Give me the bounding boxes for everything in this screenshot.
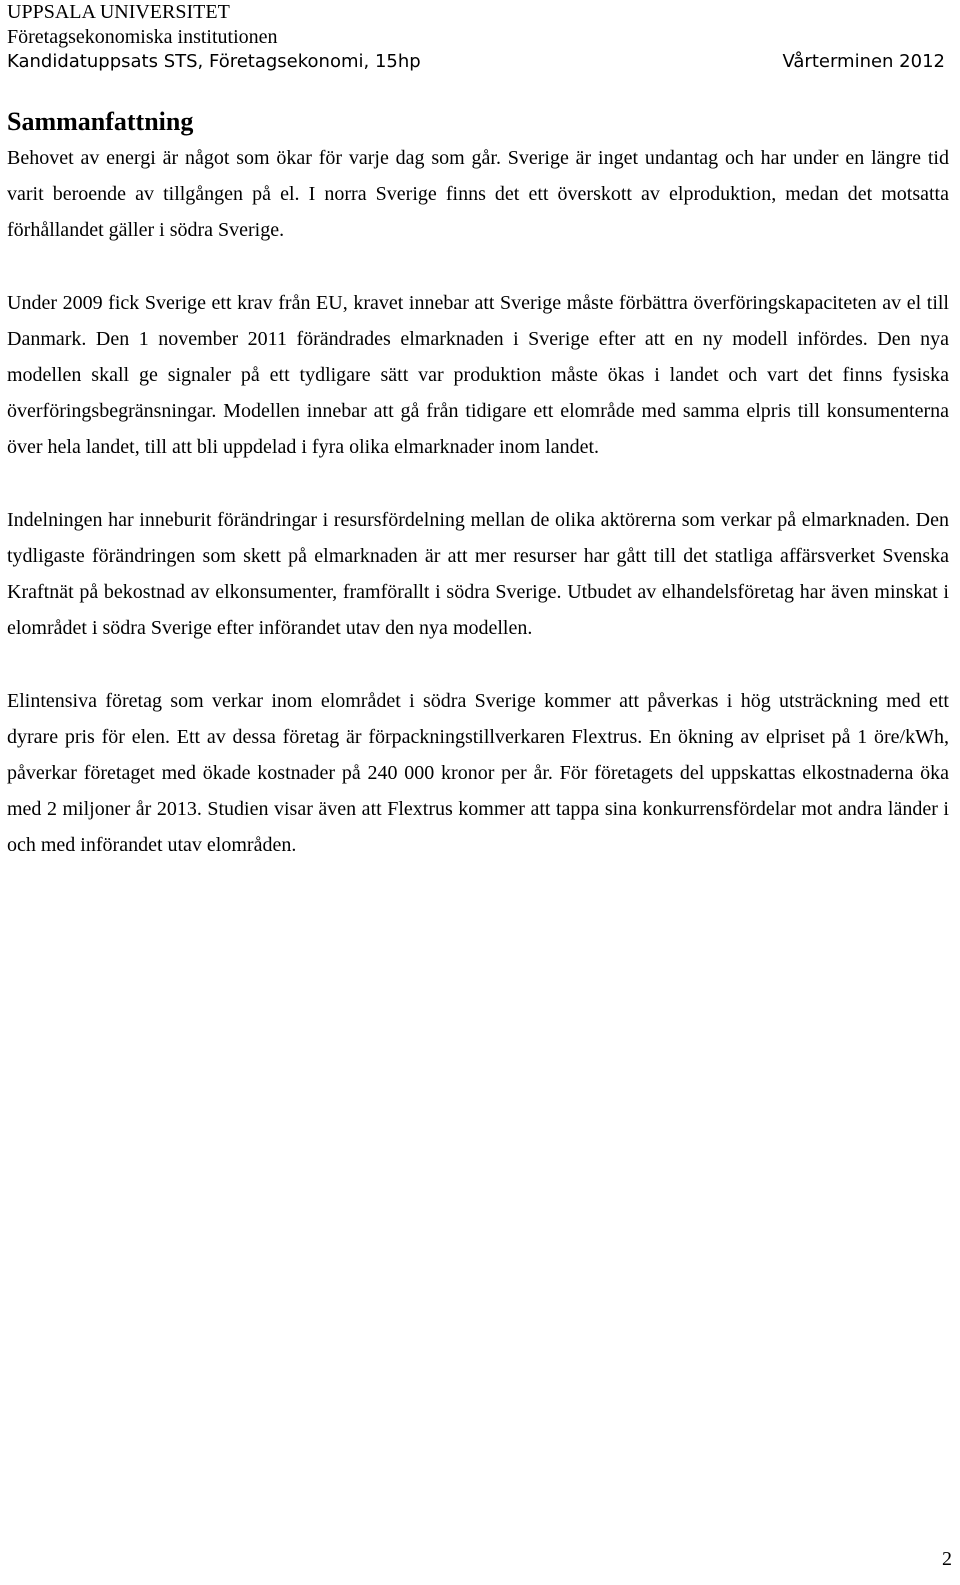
paragraph-1: Behovet av energi är något som ökar för varje dag som går. Sverige är inget undantag och har under en längre tid varit beroende av tillgången på el. I norra Sverige finns det ett överskott av elproduktion, medan det motsatta förhållandet gäller i södra Sverige. bbox=[7, 147, 949, 241]
term-label: Vårterminen 2012 bbox=[782, 51, 945, 72]
course-name: Kandidatuppsats STS, Företagsekonomi, 15hp bbox=[7, 51, 421, 72]
page-header bbox=[7, 0, 951, 75]
university-name: UPPSALA UNIVERSITET bbox=[7, 1, 230, 23]
section-title: Sammanfattning bbox=[7, 107, 194, 136]
paragraph-2: Under 2009 fick Sverige ett krav från EU, kravet innebar att Sverige måste förbättra överföringskapaciteten av el till Danmark. Den 1 november 2011 förändrades elmarknaden i Sverige efter att en ny modell infördes. Den nya modellen skall ge signaler på ett tydligare sätt var produktion måste ökas i landet och vart det finns fysiska överföringsbegränsningar. Modellen innebar att gå från tidigare ett elområde med samma elpris till konsumenterna över hela landet, till att bli uppdelad i fyra olika elmarknader inom landet. bbox=[7, 292, 949, 458]
page-number: 2 bbox=[942, 1548, 952, 1570]
department-name: Företagsekonomiska institutionen bbox=[7, 26, 278, 48]
summary-body bbox=[7, 140, 949, 863]
course-info-row bbox=[7, 49, 951, 75]
paragraph-3: Indelningen har inneburit förändringar i resursfördelning mellan de olika aktörerna som verkar på elmarknaden. Den tydligaste förändringen som skett på elmarknaden är att mer resurser har gått till det statliga affärsverket Svenska Kraftnät på bekostnad av elkonsumenter, framförallt i södra Sverige. Utbudet av elhandelsföretag har även minskat i elområdet i södra Sverige efter införandet utav den nya modellen. bbox=[7, 509, 949, 639]
paragraph-4: Elintensiva företag som verkar inom elområdet i södra Sverige kommer att påverkas i hög utsträckning med ett dyrare pris för elen. Ett av dessa företag är förpackningstillverkaren Flextrus. En ökning av elpriset på 1 öre/kWh, påverkar företaget med ökade kostnader på 240 000 kronor per år. För företagets del uppskattas elkostnaderna öka med 2 miljoner år 2013. Studien visar även att Flextrus kommer att tappa sina konkurrensfördelar mot andra länder i och med införandet utav elområden. bbox=[7, 690, 949, 856]
